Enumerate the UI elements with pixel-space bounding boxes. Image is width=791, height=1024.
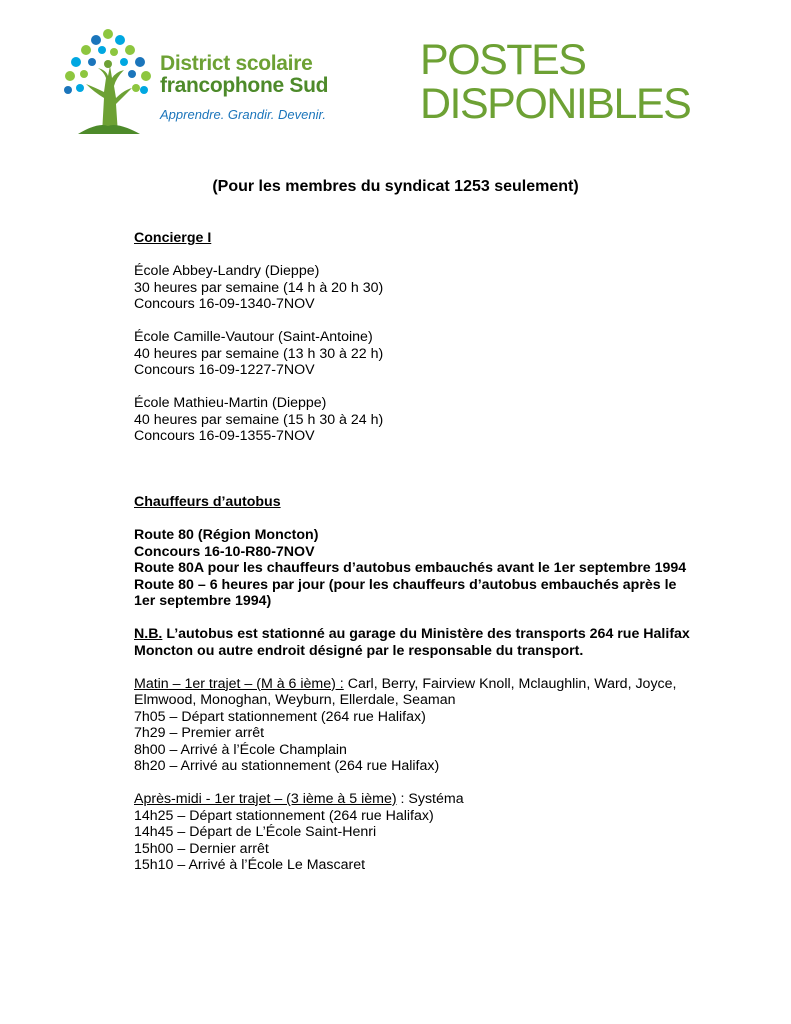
concierge-posting (134, 263, 694, 313)
headline-line1: POSTES (420, 36, 586, 84)
posting-school: École Mathieu-Martin (Dieppe) (134, 395, 327, 411)
logo-name-line2: francophone Sud (160, 74, 329, 97)
logo-text (160, 53, 328, 122)
posting-contest: Concours 16-09-1355-7NOV (134, 428, 315, 444)
afternoon-school: : Systéma (396, 791, 464, 807)
schedule-line: 8h20 – Arrivé au stationnement (264 rue Halifax) (134, 758, 440, 774)
posting-contest: Concours 16-09-1340-7NOV (134, 296, 315, 312)
schedule-line: 15h10 – Arrivé à l’École Le Mascaret (134, 857, 366, 873)
subtitle: (Pour les membres du syndicat 1253 seulement) (212, 178, 579, 195)
posting-hours: 40 heures par semaine (15 h 30 à 24 h) (134, 411, 384, 428)
logo-tagline: Apprendre. Grandir. Devenir. (160, 107, 326, 122)
posting-contest: Concours 16-09-1227-7NOV (134, 362, 315, 378)
schedule-line: 14h25 – Départ stationnement (264 rue Halifax) (134, 807, 434, 824)
concierge-posting (134, 329, 694, 379)
bus-note (134, 626, 694, 659)
note-label: N.B. (134, 626, 163, 642)
bus-route-80-hours: Route 80 – 6 heures par jour (pour les chauffeurs d’autobus embauchés après le 1er septembre 1994) (134, 576, 677, 609)
bus-contest: Concours 16-10-R80-7NOV (134, 543, 315, 560)
schedule-line: 7h29 – Premier arrêt (134, 725, 265, 741)
note-text: L’autobus est stationné au garage du Ministère des transports 264 rue Halifax Moncton ou autre endroit désigné par le responsable du transport. (134, 626, 690, 659)
posting-school: École Abbey-Landry (Dieppe) (134, 263, 320, 279)
bus-route: Route 80 (Région Moncton) (134, 527, 319, 543)
logo-name-line1: District scolaire (160, 52, 313, 75)
morning-label: Matin – 1er trajet – (M à 6 ième) : (134, 675, 344, 692)
posting-hours: 40 heures par semaine (13 h 30 à 22 h) (134, 345, 384, 362)
afternoon-route (134, 791, 694, 808)
morning-route (134, 676, 694, 709)
posting-school: École Camille-Vautour (Saint-Antoine) (134, 329, 373, 345)
schedule-line: 7h05 – Départ stationnement (264 rue Halifax) (134, 708, 426, 725)
schedule-line: 14h45 – Départ de L’École Saint-Henri (134, 824, 377, 840)
document-body (134, 230, 694, 874)
posting-hours: 30 heures par semaine (14 h à 20 h 30) (134, 279, 384, 296)
concierge-heading: Concierge I (134, 230, 212, 246)
bus-route-80a: Route 80A pour les chauffeurs d’autobus embauchés avant le 1er septembre 1994 (134, 560, 687, 576)
concierge-posting (134, 395, 694, 445)
tree-logo-icon (58, 26, 154, 134)
bus-heading: Chauffeurs d’autobus (134, 494, 281, 510)
morning-streets: Carl, Berry, Fairview Knoll, Mclaughlin, Ward, Joyce, Elmwood, Monoghan, Weyburn, Ellerdale, Seaman (134, 675, 677, 708)
schedule-line: 8h00 – Arrivé à l’École Champlain (134, 741, 347, 758)
schedule-line: 15h00 – Dernier arrêt (134, 840, 269, 857)
afternoon-label: Après-midi - 1er trajet – (3 ième à 5 ième) (134, 791, 397, 807)
headline-line2: DISPONIBLES (420, 80, 691, 128)
page-headline (420, 38, 690, 126)
